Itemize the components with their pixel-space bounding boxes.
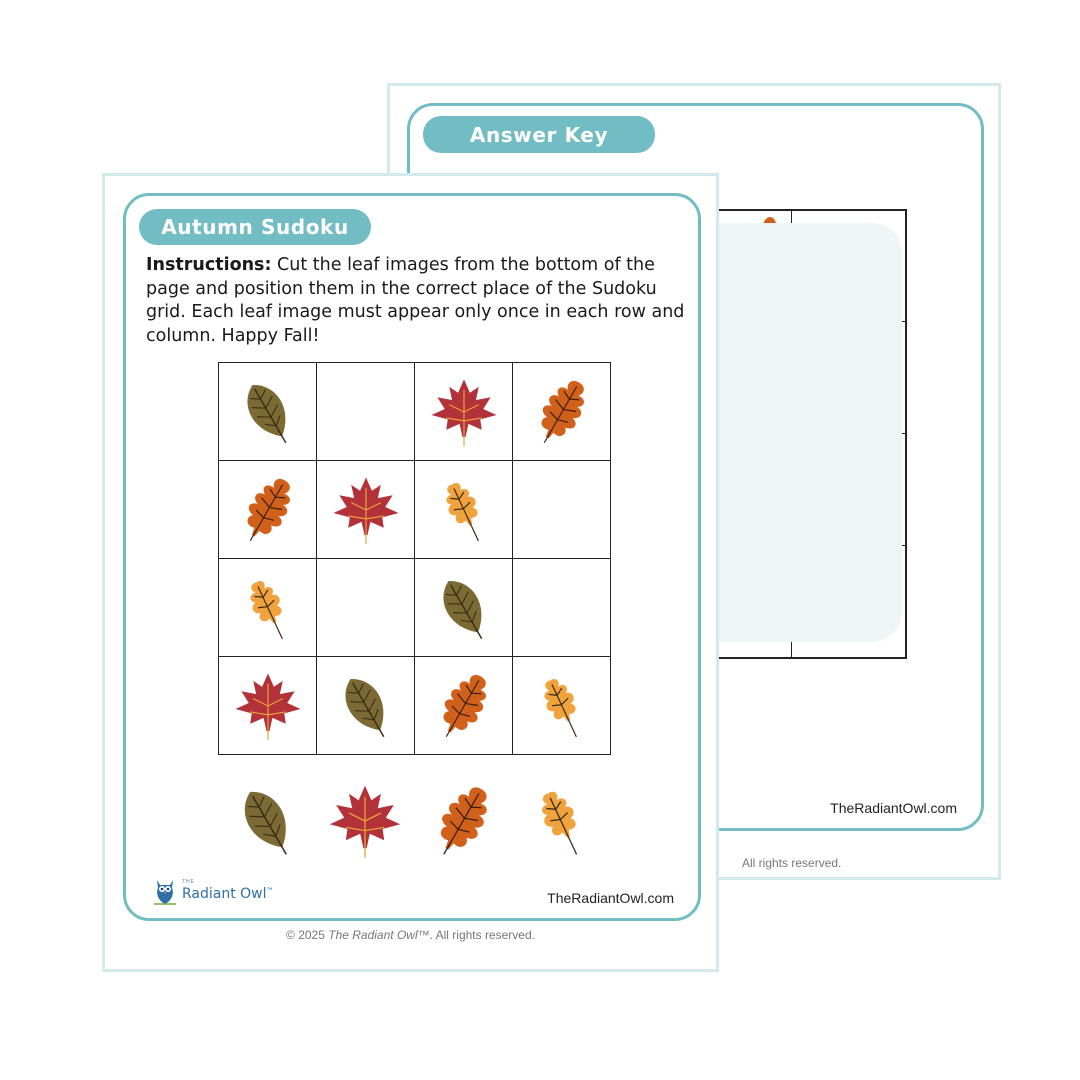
grid-cell-r1-c1[interactable] <box>219 363 317 461</box>
radiant-owl-logo <box>152 874 273 908</box>
brown-leaf-icon <box>329 669 403 743</box>
yellow-oak-leaf-icon <box>427 473 501 547</box>
yellow-oak-leaf-icon <box>231 571 305 645</box>
cutout-red-maple-leaf-icon[interactable] <box>316 776 414 866</box>
grid-cell-r3-c3[interactable] <box>415 559 513 657</box>
grid-cell-r3-c2[interactable] <box>317 559 415 657</box>
grid-cell-r2-c4[interactable] <box>513 461 611 559</box>
grid-cell-r1-c2[interactable] <box>317 363 415 461</box>
instructions-label: Instructions: <box>146 255 272 275</box>
logo-trademark: ™ <box>266 887 273 894</box>
leaf-cutouts <box>218 776 610 866</box>
red-maple-leaf-icon <box>329 473 403 547</box>
sudoku-sheet <box>102 173 719 972</box>
red-maple-leaf-icon <box>427 375 501 449</box>
website-label: TheRadiantOwl.com <box>830 800 957 816</box>
instructions-paragraph <box>146 254 686 348</box>
orange-oak-leaf-icon <box>427 669 501 743</box>
grid-cell-r4-c4[interactable] <box>513 657 611 755</box>
instructions-text: Cut the leaf images from the bottom of the page and position them in the correct place of the Sudoku grid. Each leaf image must appear only once in each row and column. Happy Fall! <box>146 255 685 346</box>
red-maple-leaf-icon <box>231 669 305 743</box>
sudoku-title: Autumn Sudoku <box>139 209 371 245</box>
grid-cell-r4-c2[interactable] <box>317 657 415 755</box>
owl-icon <box>152 874 178 908</box>
copyright-brand: The Radiant Owl™ <box>328 928 430 942</box>
cutout-brown-leaf-icon[interactable] <box>218 776 316 866</box>
sudoku-frame <box>123 193 701 921</box>
logo-small-text: THE <box>182 879 195 885</box>
grid-cell-r4-c1[interactable] <box>219 657 317 755</box>
cutout-yellow-oak-leaf-icon[interactable] <box>512 776 610 866</box>
grid-cell-r2-c3[interactable] <box>415 461 513 559</box>
logo-name: Radiant Owl <box>182 886 267 902</box>
brown-leaf-icon <box>231 375 305 449</box>
grid-cell-r4-c3[interactable] <box>415 657 513 755</box>
copyright-suffix: . All rights reserved. <box>429 928 535 942</box>
grid-cell-r2-c2[interactable] <box>317 461 415 559</box>
grid-cell-r2-c1[interactable] <box>219 461 317 559</box>
answer-key-title: Answer Key <box>423 116 655 153</box>
orange-oak-leaf-icon <box>231 473 305 547</box>
brown-leaf-icon <box>427 571 501 645</box>
copyright-prefix: © 2025 <box>286 928 329 942</box>
grid-cell-r1-c4[interactable] <box>513 363 611 461</box>
orange-oak-leaf-icon <box>525 375 599 449</box>
grid-cell-r3-c1[interactable] <box>219 559 317 657</box>
grid-cell-r1-c3[interactable] <box>415 363 513 461</box>
website-label: TheRadiantOwl.com <box>547 890 674 906</box>
rights-text: All rights reserved. <box>742 856 842 870</box>
yellow-oak-leaf-icon <box>525 669 599 743</box>
cutout-orange-oak-leaf-icon[interactable] <box>414 776 512 866</box>
grid-cell-r3-c4[interactable] <box>513 559 611 657</box>
copyright-text <box>105 928 716 942</box>
sudoku-grid <box>218 362 611 755</box>
